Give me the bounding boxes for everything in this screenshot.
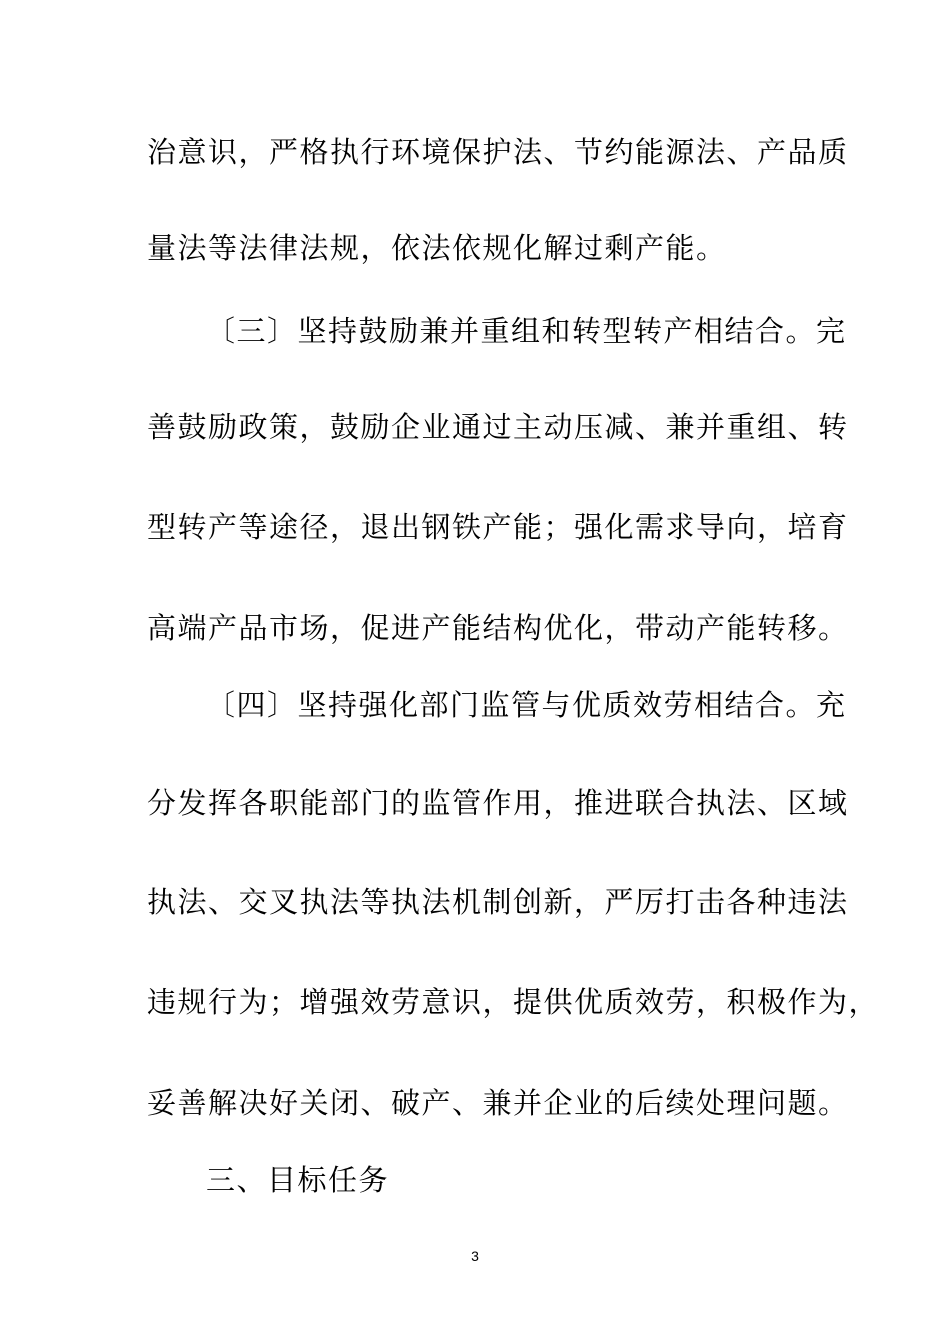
body-text-line: 分发挥各职能部门的监管作用，推进联合执法、区域 — [147, 786, 849, 820]
body-text-line: 治意识，严格执行环境保护法、节约能源法、产品质 — [147, 135, 849, 169]
section-heading-4: 〔四〕坚持强化部门监管与优质效劳相结合。充 — [206, 688, 847, 722]
body-text-line: 妥善解决好关闭、破产、兼并企业的后续处理问题。 — [147, 1086, 849, 1120]
body-text-line: 量法等法律法规，依法依规化解过剩产能。 — [147, 231, 727, 265]
section-heading-3: 〔三〕坚持鼓励兼并重组和转型转产相结合。完 — [206, 314, 847, 348]
body-text-line: 违规行为；增强效劳意识，提供优质效劳，积极作为， — [147, 985, 880, 1019]
body-text-line: 善鼓励政策，鼓励企业通过主动压减、兼并重组、转 — [147, 410, 849, 444]
chapter-heading: 三、目标任务 — [206, 1163, 390, 1197]
page-number: 3 — [471, 1248, 479, 1264]
body-text-line: 执法、交叉执法等执法机制创新，严厉打击各种违法 — [147, 885, 849, 919]
body-text-line: 高端产品市场，促进产能结构优化，带动产能转移。 — [147, 611, 849, 645]
body-text-line: 型转产等途径，退出钢铁产能；强化需求导向，培育 — [147, 510, 849, 544]
